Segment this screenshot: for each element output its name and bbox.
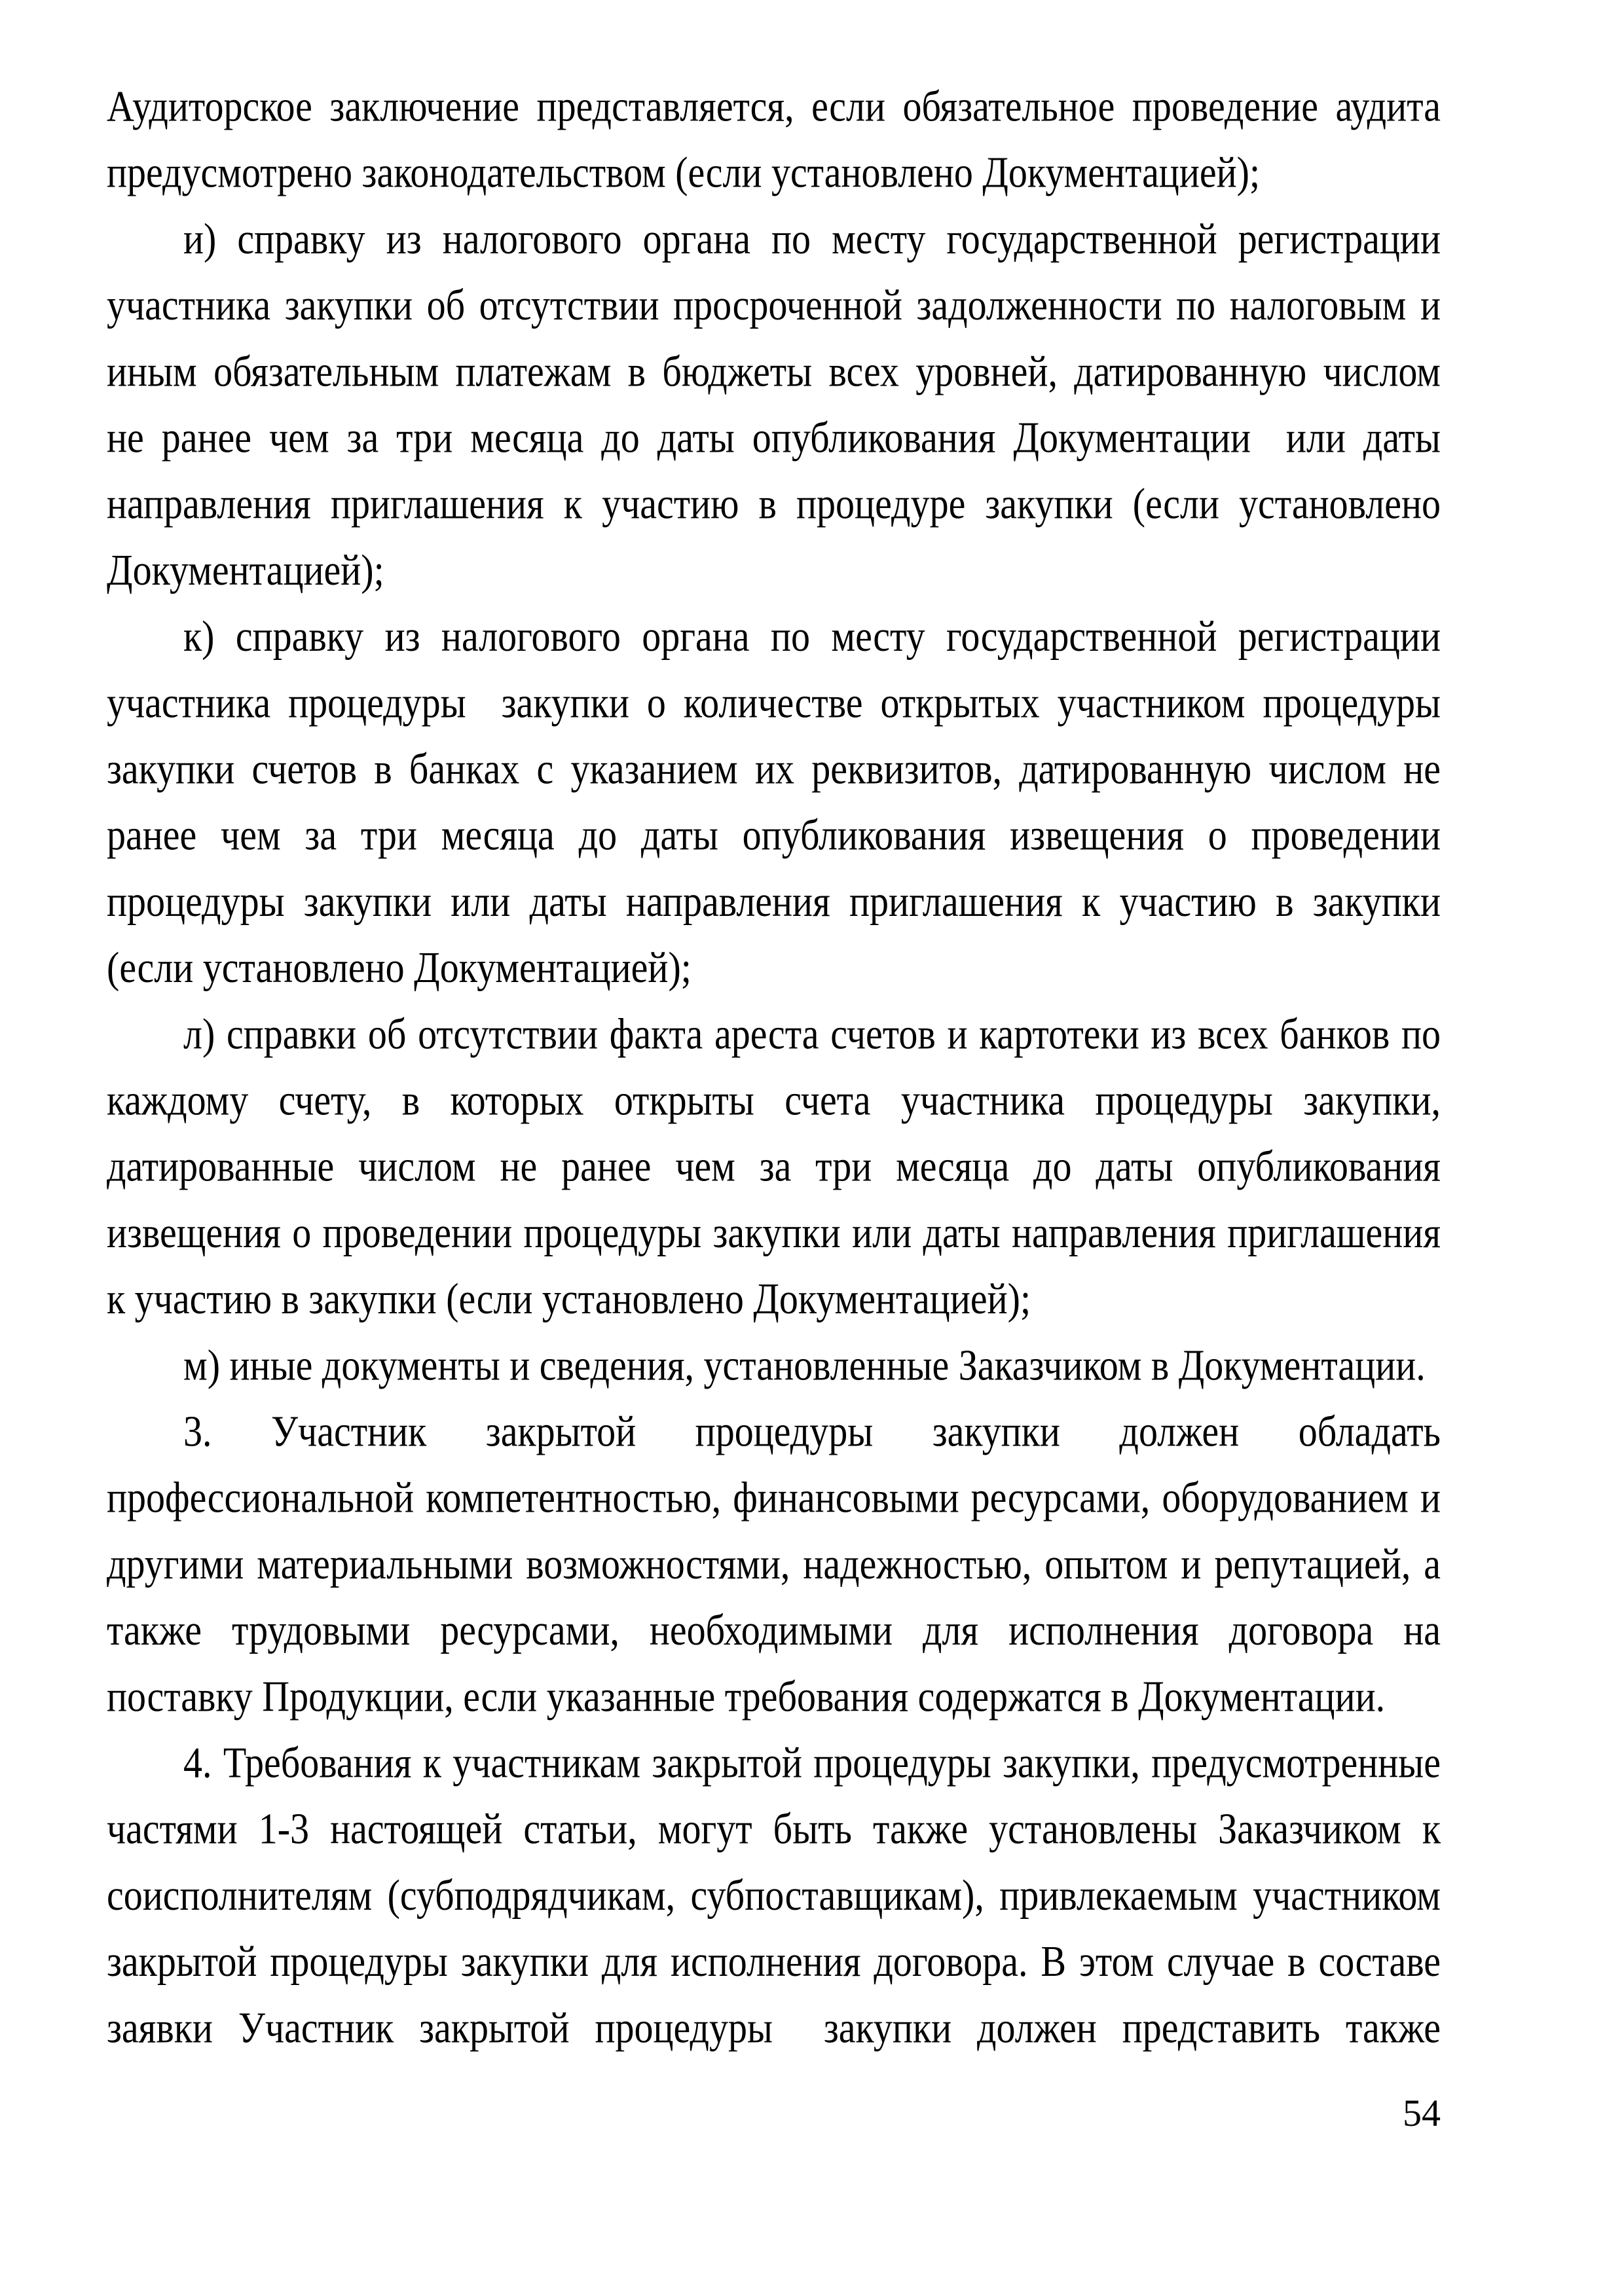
text-line: (если установлено Документацией); [107, 943, 692, 992]
text-line: 4. Требования к участникам закрытой процедуры закупки, предусмотренные [183, 1738, 1441, 1787]
document-body [107, 73, 1441, 2061]
text-line: ранее чем за три месяца до даты опубликования извещения о проведении [107, 810, 1441, 860]
text-line: частями 1-3 настоящей статьи, могут быть также установлены Заказчиком к [107, 1804, 1441, 1853]
text-line: предусмотрено законодательством (если установлено Документацией); [107, 147, 1261, 197]
text-line: закупки счетов в банках с указанием их реквизитов, датированную числом не [107, 744, 1441, 793]
text-line: соисполнителям (субподрядчикам, субпоставщикам), привлекаемым участником [107, 1870, 1441, 1920]
text-line: извещения о проведении процедуры закупки или даты направления приглашения [107, 1208, 1441, 1257]
text-line: заявки Участник закрытой процедуры закупки должен представить также [107, 2003, 1441, 2052]
text-line: м) иные документы и сведения, установленные Заказчиком в Документации. [183, 1340, 1426, 1390]
text-line: направления приглашения к участию в процедуре закупки (если установлено [107, 479, 1441, 528]
text-line: не ранее чем за три месяца до даты опубликования Документации или даты [107, 412, 1441, 462]
text-line: к) справку из налогового органа по месту государственной регистрации [183, 611, 1441, 661]
text-line: к участию в закупки (если установлено Документацией); [107, 1274, 1031, 1323]
text-line: датированные числом не ранее чем за три месяца до даты опубликования [107, 1141, 1441, 1191]
text-line: также трудовыми ресурсами, необходимыми для исполнения договора на [107, 1605, 1441, 1654]
text-line: и) справку из налогового органа по месту государственной регистрации [183, 214, 1441, 263]
text-line: Аудиторское заключение представляется, если обязательное проведение аудита [107, 81, 1441, 131]
text-line: каждому счету, в которых открыты счета участника процедуры закупки, [107, 1075, 1441, 1125]
text-line: участника процедуры закупки о количестве открытых участником процедуры [107, 678, 1441, 727]
text-line: другими материальными возможностями, надежностью, опытом и репутацией, а [107, 1539, 1441, 1588]
text-line: л) справки об отсутствии факта ареста счетов и картотеки из всех банков по [183, 1009, 1441, 1059]
text-line: Документацией); [107, 545, 384, 594]
text-line: процедуры закупки или даты направления приглашения к участию в закупки [107, 877, 1441, 926]
text-line: закрытой процедуры закупки для исполнения договора. В этом случае в составе [107, 1937, 1441, 1986]
text-line: иным обязательным платежам в бюджеты всех уровней, датированную числом [107, 346, 1441, 396]
page-number: 54 [1403, 2092, 1441, 2134]
text-line: 3. Участник закрытой процедуры закупки должен обладать [183, 1406, 1441, 1456]
text-line: профессиональной компетентностью, финансовыми ресурсами, оборудованием и [107, 1472, 1441, 1522]
text-line: поставку Продукции, если указанные требования содержатся в Документации. [107, 1671, 1386, 1721]
text-line: участника закупки об отсутствии просроченной задолженности по налоговым и [107, 280, 1441, 329]
